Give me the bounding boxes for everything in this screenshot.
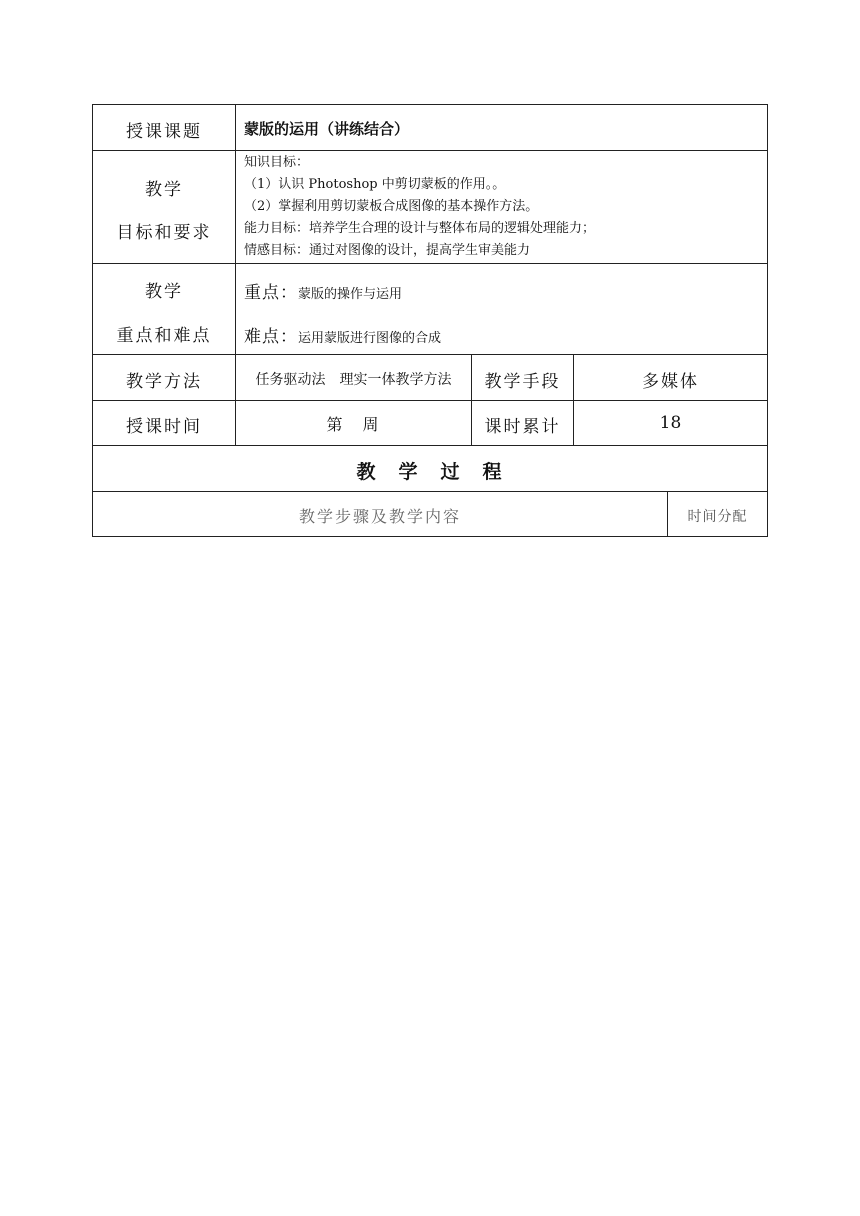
topic-value: 蒙版的运用（讲练结合） [244, 120, 410, 138]
objectives-label-line1: 教学 [145, 180, 183, 200]
objectives-line: （2）掌握利用剪切蒙板合成图像的基本操作方法。 [244, 199, 539, 214]
steps-content-header: 教学步骤及教学内容 [298, 507, 461, 526]
row-divider [93, 491, 767, 492]
difficult-point-label: 难点： [244, 327, 298, 347]
row-divider [93, 150, 767, 151]
topic-label: 授课课题 [126, 122, 202, 142]
row-divider [93, 400, 767, 401]
difficult-point [244, 322, 441, 347]
process-title: 教 学 过 程 [356, 461, 504, 483]
hours-label: 课时累计 [484, 417, 561, 437]
means-label: 教学手段 [484, 372, 561, 392]
objectives-line: 能力目标：培养学生合理的设计与整体布局的逻辑处理能力； [244, 221, 596, 236]
keypoints-label-line1: 教学 [145, 282, 183, 302]
column-divider [235, 105, 236, 446]
row-divider [93, 354, 767, 355]
difficult-point-value: 运用蒙版进行图像的合成 [298, 331, 442, 346]
objectives-line: 知识目标： [244, 155, 310, 170]
key-point-label: 重点： [244, 283, 298, 303]
row-divider [93, 263, 767, 264]
objectives-line: （1）认识 Photoshop 中剪切蒙板的作用。。 [244, 177, 506, 192]
method-value: 任务驱动法 理实一体教学方法 [255, 372, 452, 388]
key-point-value: 蒙版的操作与运用 [298, 287, 403, 302]
method-label: 教学方法 [126, 372, 202, 392]
row-divider [93, 445, 767, 446]
hours-value: 18 [659, 413, 682, 433]
time-allocation-header: 时间分配 [687, 509, 748, 525]
key-point [244, 278, 402, 303]
objectives-content [244, 152, 764, 262]
keypoints-label-line2: 重点和难点 [116, 326, 212, 346]
objectives-line: 情感目标：通过对图像的设计，提高学生审美能力 [244, 243, 531, 258]
week-value: 第 周 [326, 415, 381, 434]
objectives-label-line2: 目标和要求 [116, 223, 212, 243]
means-value: 多媒体 [642, 372, 699, 392]
time-label: 授课时间 [126, 417, 202, 437]
lesson-plan-table [92, 104, 768, 537]
